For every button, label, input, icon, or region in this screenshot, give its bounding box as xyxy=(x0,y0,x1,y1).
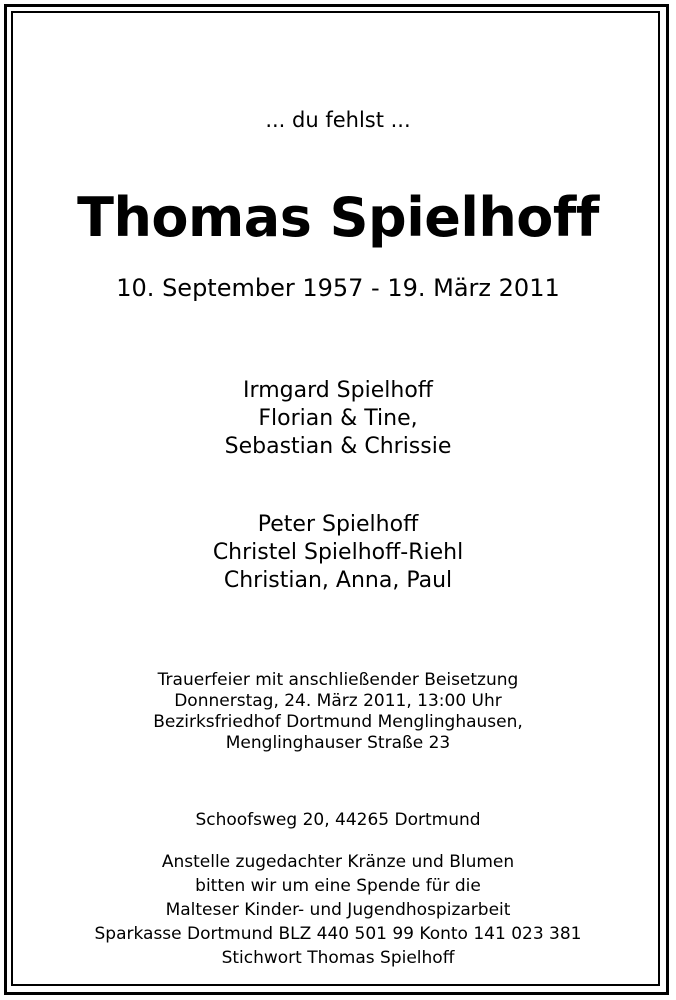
family-1-line-2: Florian & Tine, xyxy=(258,406,418,431)
funeral-line-2: Donnerstag, 24. März 2011, 13:00 Uhr xyxy=(174,691,502,711)
funeral-line-3: Bezirksfriedhof Dortmund Menglinghausen, xyxy=(153,712,523,732)
inner-border xyxy=(11,11,660,986)
donation-line-3: Malteser Kinder- und Jugendhospizarbeit xyxy=(165,900,511,920)
motto: ... du fehlst ... xyxy=(265,108,411,132)
donation-line-4: Sparkasse Dortmund BLZ 440 501 99 Konto 141 023 381 xyxy=(94,924,582,944)
family-2-line-1: Peter Spielhoff xyxy=(257,512,419,537)
address: Schoofsweg 20, 44265 Dortmund xyxy=(195,810,481,830)
family-2-line-3: Christian, Anna, Paul xyxy=(223,568,453,593)
family-2-line-2: Christel Spielhoff-Riehl xyxy=(212,540,464,565)
donation-line-5: Stichwort Thomas Spielhoff xyxy=(221,948,455,968)
donation-line-1: Anstelle zugedachter Kränze und Blumen xyxy=(161,852,515,872)
funeral-line-4: Menglinghauser Straße 23 xyxy=(225,733,451,753)
funeral-line-1: Trauerfeier mit anschließender Beisetzung xyxy=(157,670,519,690)
family-1-line-3: Sebastian & Chrissie xyxy=(224,434,452,459)
family-1-line-1: Irmgard Spielhoff xyxy=(243,378,433,403)
life-dates: 10. September 1957 - 19. März 2011 xyxy=(116,274,560,302)
donation-line-2: bitten wir um eine Spende für die xyxy=(195,876,481,896)
deceased-name: Thomas Spielhoff xyxy=(77,186,599,249)
